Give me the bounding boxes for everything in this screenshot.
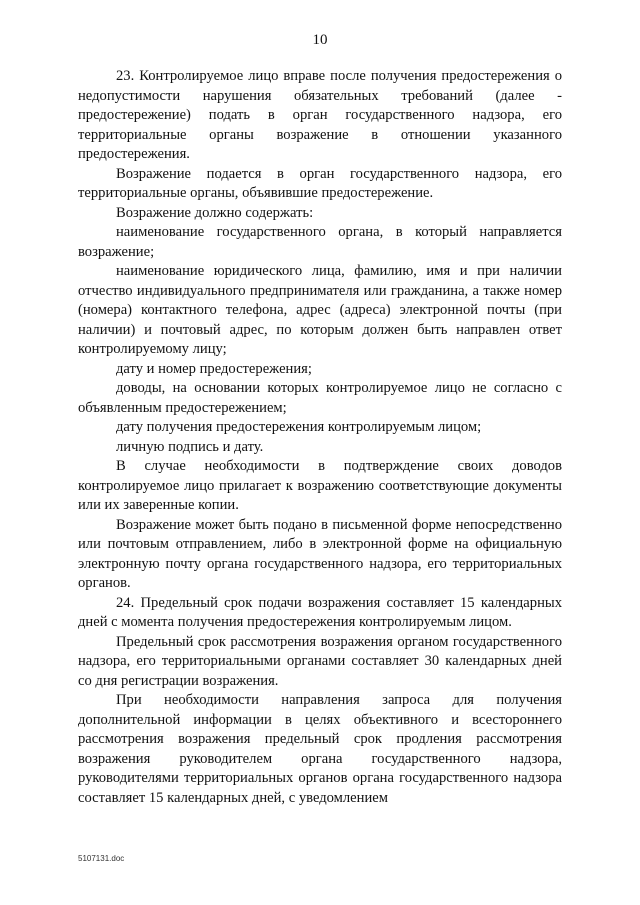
paragraph-extension: При необходимости направления запроса для получения дополнительной информации в целях объективного и всестороннего рассмотрения возражения предельный срок продления рассмотрения возражения руководителем органа государственного надзора, руководителями территориальных органов органа государственного надзора составляет 15 календарных дней, с уведомлением xyxy=(78,692,562,806)
page-number: 10 xyxy=(312,32,328,48)
document-body xyxy=(78,67,562,808)
paragraph-objection-filing: Возражение подается в орган государственного надзора, его территориальные органы, объявившие предостережение. xyxy=(78,165,562,201)
paragraph-supporting-documents: В случае необходимости в подтверждение своих доводов контролируемое лицо прилагает к возражению соответствующие документы или их заверенные копии. xyxy=(78,458,562,513)
list-item-receipt-date: дату получения предостережения контролируемым лицом; xyxy=(116,419,482,435)
paragraph-objection-contents: Возражение должно содержать: xyxy=(116,204,314,221)
paragraph-24-deadline: 24. Предельный срок подачи возражения составляет 15 календарных дней с момента получения предостережения контролируемым лицом. xyxy=(78,594,562,630)
footer-filename: 5107131.doc xyxy=(78,854,125,863)
paragraph-submission-form: Возражение может быть подано в письменной форме непосредственно или почтовым отправлением, либо в электронной форме на официальную электронную почту органа государственного надзора, его территориальных органов. xyxy=(78,516,562,591)
list-item-applicant-details: наименование юридического лица, фамилию, имя и при наличии отчество индивидуального предпринимателя или гражданина, а также номер (номера) контактного телефона, адрес (адреса) электронной почты (при наличии) и почтовый адрес, по которым должен быть направлен ответ контролируемому лицу; xyxy=(78,263,562,357)
list-item-arguments: доводы, на основании которых контролируемое лицо не согласно с объявленным предостережением; xyxy=(78,380,562,416)
list-item-signature: личную подпись и дату. xyxy=(116,438,264,455)
list-item-authority-name: наименование государственного органа, в который направляется возражение; xyxy=(78,224,562,260)
list-item-warning-date-number: дату и номер предостережения; xyxy=(116,360,312,377)
paragraph-23-intro: 23. Контролируемое лицо вправе после получения предостережения о недопустимости нарушения обязательных требований (далее - предостережение) подать в орган государственного надзора, его территориальные органы возражение в отношении указанного предостережения. xyxy=(78,68,562,162)
paragraph-review-deadline: Предельный срок рассмотрения возражения органом государственного надзора, его территориальными органами составляет 30 календарных дней со дня регистрации возражения. xyxy=(78,633,562,689)
